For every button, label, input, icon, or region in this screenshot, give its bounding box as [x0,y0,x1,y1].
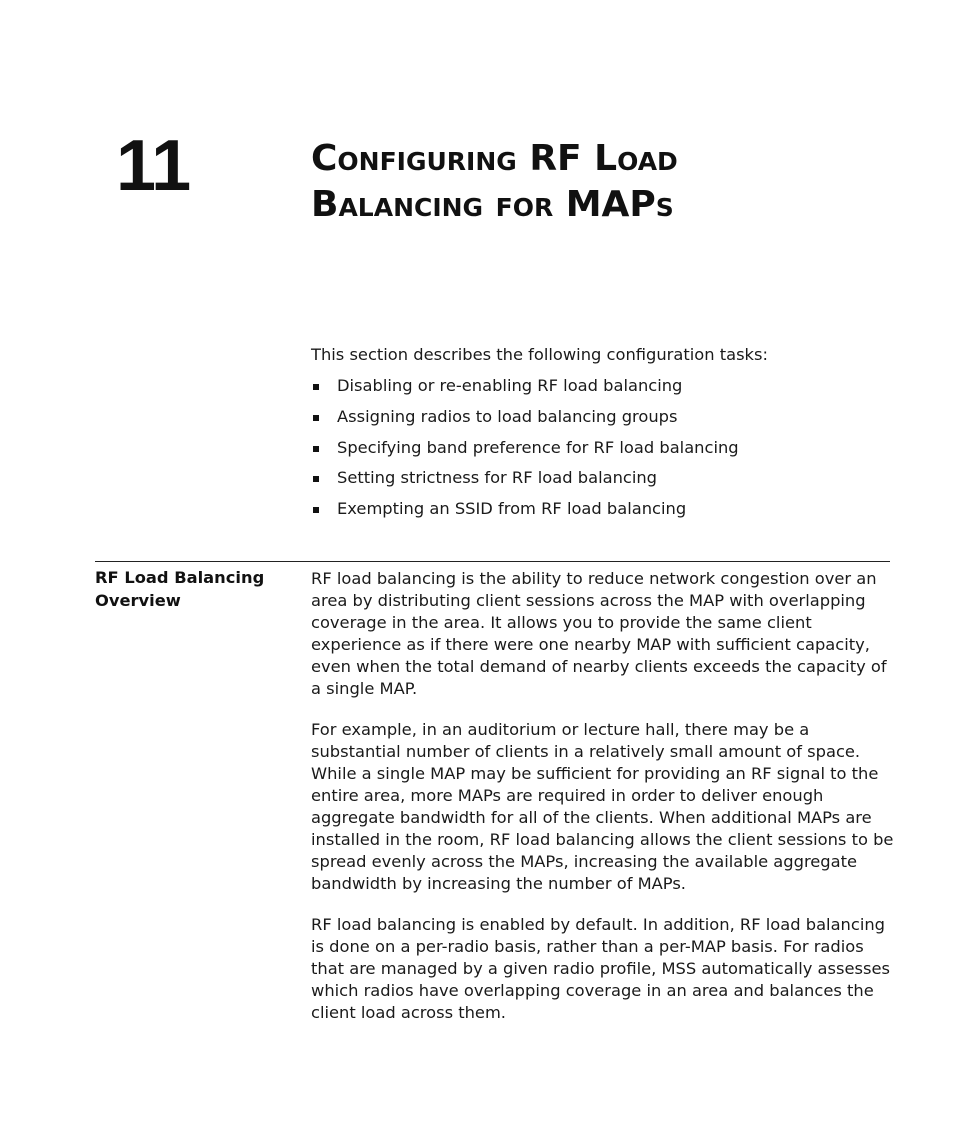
task-list-item [311,437,891,459]
square-bullet-icon [313,384,319,390]
task-list-item [311,406,891,428]
intro-lead: This section describes the following configuration tasks: [311,345,768,364]
body-paragraph: RF load balancing is enabled by default. In addition, RF load balancing is done on a per-radio basis, rather than a per-MAP basis. For radios that are managed by a given radio profile, MSS automatically assesses which radios have overlapping coverage in an area and balances the client load across them. [311,915,890,1022]
section-heading: RF Load Balancing Overview [95,568,265,610]
square-bullet-icon [313,446,319,452]
body-paragraph: RF load balancing is the ability to reduce network congestion over an area by distributing client sessions across the MAP with overlapping coverage in the area. It allows you to provide the same client experience as if there were one nearby MAP with sufficient capacity, even when the total demand of nearby clients exceeds the capacity of a single MAP. [311,569,887,698]
intro-section [311,344,891,529]
chapter-title-line-1: Configuring RF Load [311,138,678,179]
task-text: Disabling or re-enabling RF load balancing [337,376,683,395]
square-bullet-icon [313,507,319,513]
section-divider [95,561,890,562]
task-list [311,375,891,520]
task-text: Specifying band preference for RF load balancing [337,437,739,457]
task-text: Exempting an SSID from RF load balancing [337,499,687,519]
square-bullet-icon [313,415,319,421]
chapter-number: 11 [116,126,191,206]
task-list-item [311,467,891,489]
task-list-item [311,498,891,520]
chapter-title-line-2: Balancing for MAPs [311,184,674,225]
chapter-title [311,136,678,228]
task-text: Assigning radios to load balancing groups [337,406,678,426]
section-body [311,568,896,1043]
task-text: Setting strictness for RF load balancing [337,468,658,488]
square-bullet-icon [313,476,319,482]
task-list-item [311,375,891,397]
body-paragraph: For example, in an auditorium or lecture hall, there may be a substantial number of clients in a relatively small amount of space. While a single MAP may be sufficient for providing an RF signal to the entire area, more MAPs are required in order to deliver enough aggregate bandwidth for all of the clients. When additional MAPs are installed in the room, RF load balancing allows the client sessions to be spread evenly across the MAPs, increasing the available aggregate bandwidth by increasing the number of MAPs. [311,720,894,893]
